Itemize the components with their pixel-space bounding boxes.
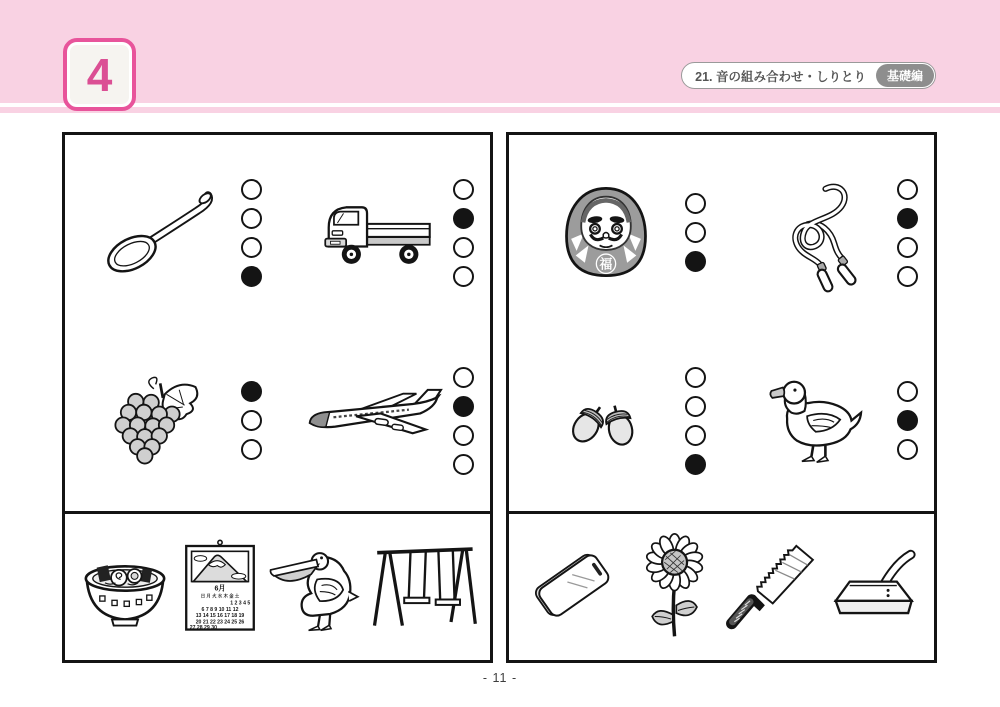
kei-truck-icon — [313, 196, 435, 270]
svg-text:6 7 8 9 10 11 12: 6 7 8 9 10 11 12 — [201, 606, 239, 613]
panel-right-bottom-row — [509, 511, 934, 657]
acorns-icon — [564, 389, 648, 453]
daruma-icon — [560, 182, 652, 283]
answer-circle-filled — [897, 208, 918, 229]
lesson-tag — [681, 62, 936, 89]
header-band-stripe — [0, 107, 1000, 113]
answer-circle-empty — [453, 179, 474, 200]
calendar-month-label: 6月 — [214, 583, 226, 592]
svg-text:1 2 3 4 5: 1 2 3 4 5 — [230, 600, 251, 607]
pelican-icon — [268, 538, 363, 633]
lesson-number-box — [63, 38, 136, 111]
answer-circle-filled — [685, 454, 706, 475]
item-acorns — [509, 331, 722, 511]
answer-circle-empty — [685, 193, 706, 214]
calendar-weekday-row: 日 月 火 水 木 金 土 — [200, 593, 240, 599]
panel-right — [506, 132, 937, 663]
page-number: - 11 - — [482, 671, 518, 685]
ramen-bowl-icon — [77, 542, 173, 629]
spoon-icon — [101, 186, 223, 280]
answer-circles — [241, 381, 262, 460]
answer-circle-empty — [897, 179, 918, 200]
answer-circles — [685, 367, 706, 475]
answer-circles — [453, 179, 474, 287]
answer-circle-filled — [453, 208, 474, 229]
answer-circle-empty — [897, 266, 918, 287]
dustpan-icon — [827, 543, 923, 629]
answer-circles — [453, 367, 474, 475]
answer-circle-empty — [897, 237, 918, 258]
answer-circle-filled — [685, 251, 706, 272]
item-duck — [722, 331, 935, 511]
answer-circle-empty — [685, 367, 706, 388]
item-airplane — [278, 331, 491, 511]
answer-circle-empty — [241, 237, 262, 258]
item-spoon — [65, 135, 278, 331]
answer-circle-filled — [453, 396, 474, 417]
answer-circle-filled — [241, 381, 262, 402]
smartphone-icon — [520, 543, 626, 628]
daruma-fuku-mark: 福 — [599, 256, 613, 272]
answer-circle-empty — [241, 410, 262, 431]
jump-rope-icon — [776, 180, 860, 286]
answer-circle-empty — [897, 439, 918, 460]
answer-circle-empty — [241, 208, 262, 229]
answer-circle-empty — [453, 454, 474, 475]
lesson-number: 4 — [86, 48, 113, 101]
item-grapes — [65, 331, 278, 511]
answer-circles — [897, 381, 918, 460]
panel-right-upper — [509, 135, 934, 511]
duck-icon — [768, 377, 868, 464]
airplane-icon — [303, 388, 445, 454]
answer-circle-empty — [897, 381, 918, 402]
panel-left-bottom-row — [65, 511, 490, 657]
answer-circle-empty — [241, 179, 262, 200]
lesson-tag-title: 21. 音の組み合わせ・しりとり — [695, 69, 866, 84]
answer-circle-empty — [241, 439, 262, 460]
answer-circle-empty — [685, 396, 706, 417]
answer-circle-empty — [453, 367, 474, 388]
panel-left — [62, 132, 493, 663]
panel-left-upper — [65, 135, 490, 511]
answer-circle-empty — [453, 237, 474, 258]
answer-circle-empty — [453, 266, 474, 287]
answer-circle-empty — [685, 222, 706, 243]
answer-circle-filled — [241, 266, 262, 287]
answer-circle-empty — [685, 425, 706, 446]
svg-text:20 21 22 23 24 25 26: 20 21 22 23 24 25 26 — [195, 618, 245, 625]
calendar-icon — [180, 538, 260, 634]
svg-text:27 28 29 30: 27 28 29 30 — [189, 624, 218, 631]
answer-circle-filled — [897, 410, 918, 431]
lesson-tag-badge: 基礎編 — [876, 64, 934, 87]
sunflower-icon — [634, 533, 716, 638]
answer-circle-empty — [453, 425, 474, 446]
item-jump-rope — [722, 135, 935, 331]
grapes-icon — [112, 378, 212, 464]
answer-circles — [897, 179, 918, 287]
answer-circles — [241, 179, 262, 287]
swing-set-icon — [370, 541, 478, 631]
item-truck — [278, 135, 491, 331]
saw-icon — [723, 537, 819, 635]
item-daruma — [509, 135, 722, 331]
svg-text:13 14 15 16 17 18 19: 13 14 15 16 17 18 19 — [195, 612, 245, 619]
answer-circles — [685, 193, 706, 272]
